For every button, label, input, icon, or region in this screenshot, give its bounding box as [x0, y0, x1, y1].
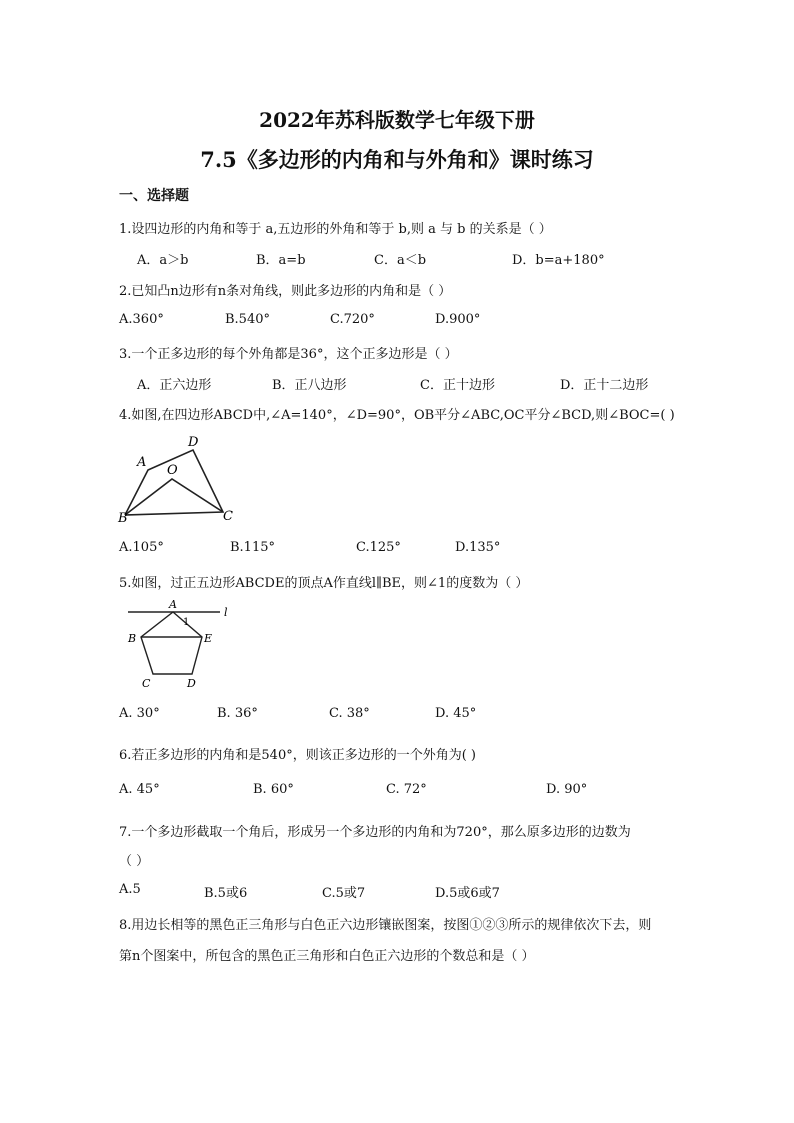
question-2-option-d: D.900°: [435, 312, 481, 327]
question-3-option-a: A．正六边形: [137, 378, 212, 393]
label-a: A: [169, 598, 177, 611]
question-3-option-b: B．正八边形: [272, 378, 347, 393]
question-7-option-d: D.5或6或7: [435, 886, 500, 901]
question-7-option-c: C.5或7: [322, 886, 366, 901]
question-5-stem: 5.如图，过正五边形ABCDE的顶点A作直线l∥BE，则∠1的度数为（ ）: [119, 576, 529, 591]
question-1-option-b: B．a=b: [256, 253, 306, 268]
label-c: C: [142, 677, 151, 690]
question-2-stem: 2.已知凸n边形有n条对角线，则此多边形的内角和是（ ）: [119, 284, 452, 299]
document-subtitle: 7.5《多边形的内角和与外角和》课时练习: [200, 147, 594, 172]
section-heading: 一、选择题: [119, 188, 189, 204]
question-4-option-b: B.115°: [230, 540, 275, 555]
question-3-option-d: D．正十二边形: [560, 378, 649, 393]
question-5-option-a: A. 30°: [119, 706, 160, 721]
question-6-option-a: A. 45°: [119, 782, 160, 797]
question-5-option-c: C. 38°: [329, 706, 370, 721]
question-8-stem: 8.用边长相等的黑色正三角形与白色正六边形镶嵌图案，按图①②③所示的规律依次下去，则: [119, 918, 652, 933]
label-o: O: [167, 463, 178, 478]
label-b: B: [118, 511, 128, 526]
label-d: D: [187, 677, 196, 690]
question-5-option-d: D. 45°: [435, 706, 477, 721]
question-1-option-d: D．b=a+180°: [512, 253, 605, 268]
label-e: E: [204, 632, 213, 645]
question-3-option-c: C．正十边形: [420, 378, 495, 393]
question-4-stem: 4.如图,在四边形ABCD中,∠A=140°，∠D=90°，OB平分∠ABC,OC平分∠BCD,则∠BOC=( ): [119, 408, 675, 423]
label-angle-1: 1: [183, 617, 190, 628]
quadrilateral-figure: [115, 430, 245, 525]
question-1-option-c: C．a＜b: [374, 253, 427, 268]
question-2-option-c: C.720°: [330, 312, 375, 327]
question-1-stem: 1.设四边形的内角和等于 a,五边形的外角和等于 b,则 a 与 b 的关系是（ ）: [119, 222, 552, 237]
question-6-stem: 6.若正多边形的内角和是540°，则该正多边形的一个外角为( ): [119, 748, 476, 763]
question-1-option-a: A．a＞b: [137, 253, 189, 268]
question-3-stem: 3.一个正多边形的每个外角都是36°，这个正多边形是（ ）: [119, 347, 458, 362]
question-8-stem-cont: 第n个图案中，所包含的黑色正三角形和白色正六边形的个数总和是（ ）: [119, 949, 535, 964]
question-7-stem: 7.一个多边形截取一个角后，形成另一个多边形的内角和为720°，那么原多边形的边数为: [119, 825, 631, 840]
pentagon-figure: [120, 598, 240, 690]
question-7-option-a: A.5: [119, 882, 141, 897]
question-5-option-b: B. 36°: [217, 706, 258, 721]
question-4-option-d: D.135°: [455, 540, 501, 555]
question-6-option-b: B. 60°: [253, 782, 294, 797]
document-title: 2022年苏科版数学七年级下册: [259, 108, 535, 132]
question-2-option-b: B.540°: [225, 312, 270, 327]
label-a: A: [137, 455, 147, 470]
question-4-option-c: C.125°: [356, 540, 401, 555]
question-6-option-d: D. 90°: [546, 782, 588, 797]
label-c: C: [223, 509, 233, 524]
question-7-option-b: B.5或6: [204, 886, 248, 901]
label-l: l: [224, 606, 228, 619]
question-7-stem-cont: （ ）: [119, 854, 150, 869]
question-4-option-a: A.105°: [119, 540, 164, 555]
label-d: D: [188, 435, 199, 450]
question-6-option-c: C. 72°: [386, 782, 427, 797]
label-b: B: [128, 632, 137, 645]
question-2-option-a: A.360°: [119, 312, 164, 327]
